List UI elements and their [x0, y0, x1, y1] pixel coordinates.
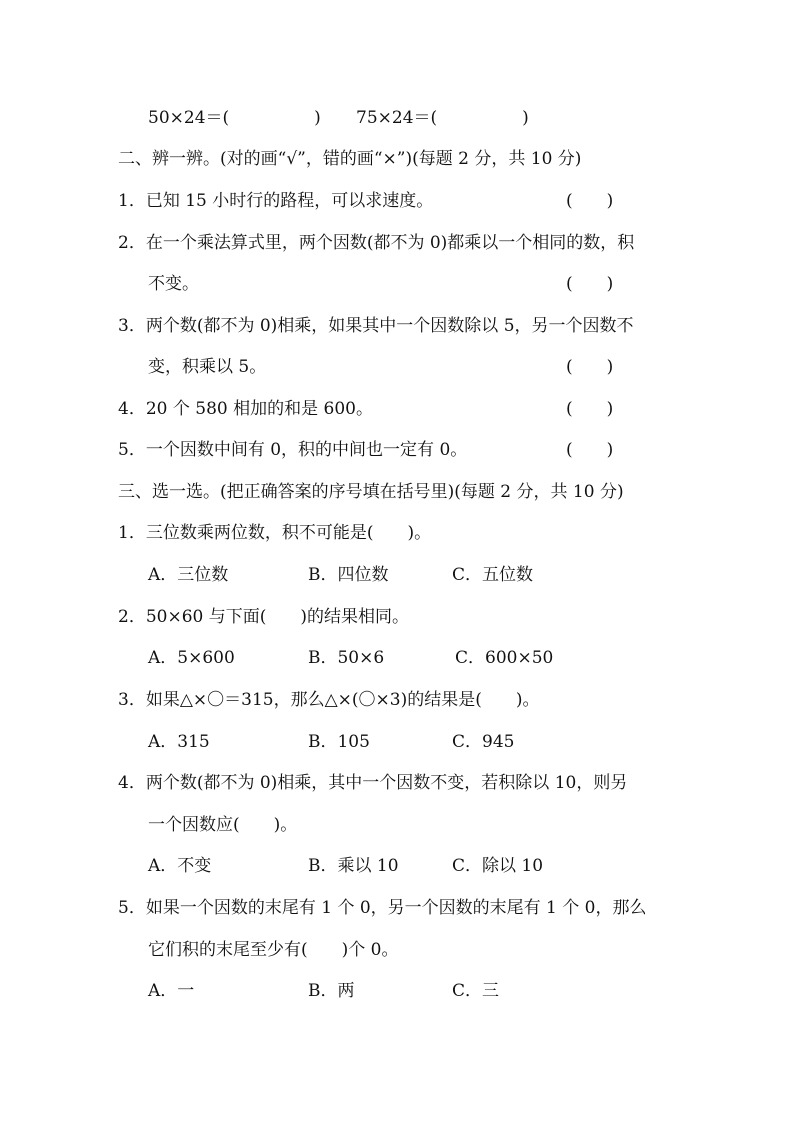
section3-heading: 三、选一选。(把正确答案的序号填在括号里)(每题 2 分，共 10 分): [118, 482, 624, 502]
s2-item2-text: 2．在一个乘法算式里，两个因数(都不为 0)都乘以一个相同的数，积: [118, 233, 635, 253]
s3-item1-option-a: A．三位数: [148, 565, 229, 585]
s3-item5-option-c: C．三: [452, 981, 500, 1001]
s3-item4-option-c: C．除以 10: [452, 856, 544, 876]
s2-item3-text: 3．两个数(都不为 0)相乘，如果其中一个因数除以 5，另一个因数不: [118, 316, 634, 336]
s3-item5-option-b: B．两: [308, 981, 355, 1001]
s2-item3-text-cont: 变，积乘以 5。: [148, 357, 267, 377]
s3-item5-text-cont: 它们积的末尾至少有( )个 0。: [148, 940, 399, 960]
s3-item1-text: 1．三位数乘两位数，积不可能是( )。: [118, 523, 432, 543]
s2-item2-answer-paren[interactable]: ( ): [566, 274, 614, 294]
s3-item4-text-cont: 一个因数应( )。: [148, 815, 298, 835]
s3-item1-option-c: C．五位数: [452, 565, 534, 585]
s3-item1-option-b: B．四位数: [308, 565, 389, 585]
section2-heading: 二、辨一辨。(对的画“√”，错的画“×”)(每题 2 分，共 10 分): [118, 149, 582, 169]
s2-item1-answer-paren[interactable]: ( ): [566, 191, 614, 211]
s2-item1-text: 1．已知 15 小时行的路程，可以求速度。: [118, 191, 434, 211]
s3-item3-option-a: A．315: [148, 732, 210, 752]
s3-item2-option-c: C．600×50: [455, 648, 554, 668]
calc-50x24: 50×24＝( ): [148, 108, 321, 128]
s3-item2-option-a: A．5×600: [148, 648, 235, 668]
s2-item4-text: 4．20 个 580 相加的和是 600。: [118, 399, 373, 419]
calc-75x24: 75×24＝( ): [356, 108, 529, 128]
s2-item3-answer-paren[interactable]: ( ): [566, 357, 614, 377]
s3-item4-text: 4．两个数(都不为 0)相乘，其中一个因数不变，若积除以 10，则另: [118, 773, 628, 793]
s3-item3-option-c: C．945: [452, 732, 515, 752]
s3-item5-text: 5．如果一个因数的末尾有 1 个 0，另一个因数的末尾有 1 个 0，那么: [118, 898, 647, 918]
s2-item4-answer-paren[interactable]: ( ): [566, 399, 614, 419]
s3-item2-text: 2．50×60 与下面( )的结果相同。: [118, 607, 409, 627]
s3-item3-text: 3．如果△×〇＝315，那么△×(〇×3)的结果是( )。: [118, 690, 540, 710]
s2-item2-text-cont: 不变。: [148, 274, 199, 294]
s2-item5-answer-paren[interactable]: ( ): [566, 440, 614, 460]
s3-item2-option-b: B．50×6: [308, 648, 385, 668]
s2-item5-text: 5．一个因数中间有 0，积的中间也一定有 0。: [118, 440, 468, 460]
s3-item4-option-b: B．乘以 10: [308, 856, 399, 876]
s3-item3-option-b: B．105: [308, 732, 370, 752]
s3-item5-option-a: A．一: [148, 981, 195, 1001]
s3-item4-option-a: A．不变: [148, 856, 212, 876]
